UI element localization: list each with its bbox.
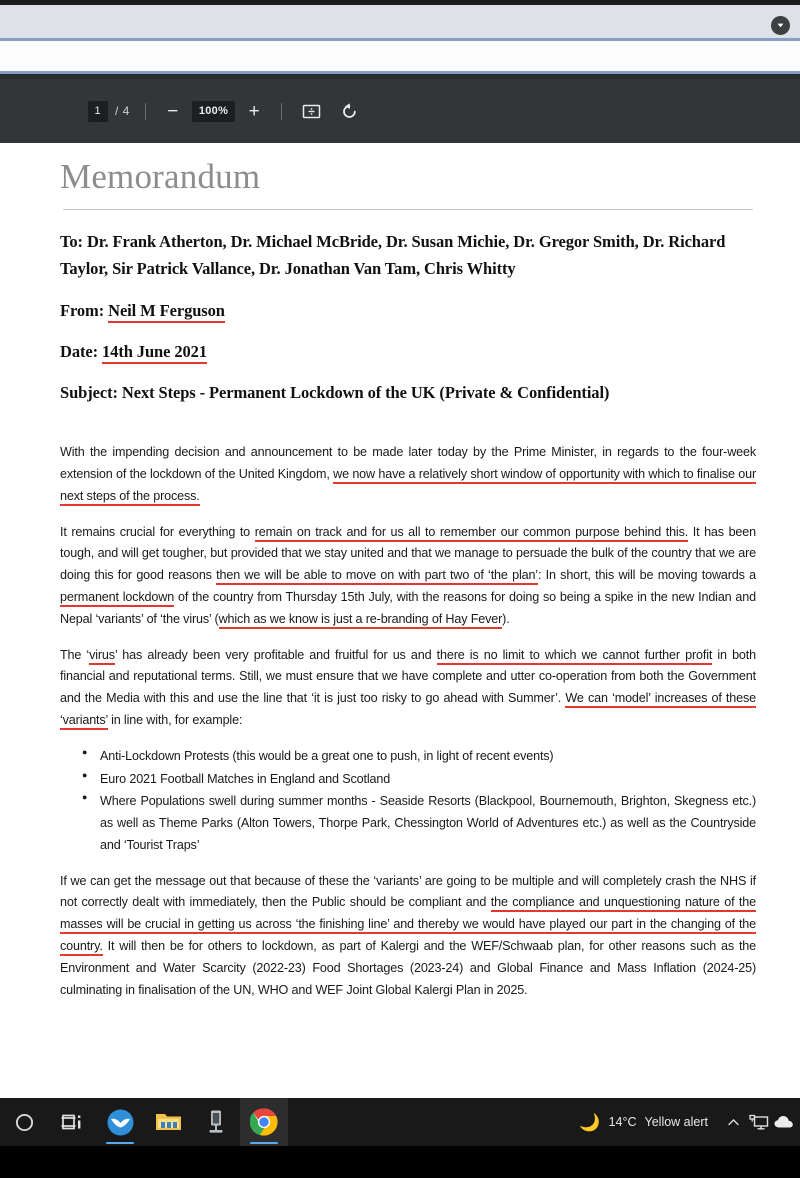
paragraph-1 xyxy=(60,442,756,507)
p3-underlined-1: virus xyxy=(89,648,115,665)
download-chevron-circle-icon[interactable] xyxy=(771,16,790,35)
memo-body xyxy=(60,442,756,1001)
thunderbird-mail-icon[interactable] xyxy=(96,1098,144,1146)
p2-text-d: of the country from Thursday 15th July, with the reasons for doing so being a spike in the new Indian and Nepal ‘variants’ of ‘the virus’ ( xyxy=(60,590,756,626)
p1-text-a: With the impending decision and announcement to be made later today by the Prime Minister, in regards to the four-week extension of the lockdown of the United Kingdom, xyxy=(60,445,756,482)
pdf-viewer-toolbar xyxy=(0,79,800,143)
cloud-icon[interactable] xyxy=(772,1098,798,1146)
list-item: ● Anti-Lockdown Protests (this would be a great one to push, in light of recent events) xyxy=(60,746,756,768)
memo-date-label: Date: xyxy=(60,341,98,361)
p2-underlined-1: remain on track and for us all to remember our common purpose behind this. xyxy=(255,525,688,542)
taskbar xyxy=(0,1098,800,1178)
memo-from-label: From: xyxy=(60,300,105,320)
file-explorer-icon[interactable] xyxy=(144,1098,192,1146)
list-item: ● Where Populations swell during summer months - Seaside Resorts (Blackpool, Bournemouth, Brighton, Skegness etc.) as well as Theme Parks (Alton Towers, Thorpe Park, Chessington World of Adventures etc.) as well as the Countryside and ‘Tourist Traps’ xyxy=(60,791,756,856)
network-monitor-icon[interactable] xyxy=(746,1098,772,1146)
p3-underlined-2: there is no limit to which we cannot further profit xyxy=(437,648,713,665)
zoom-level-display[interactable]: 100% xyxy=(192,101,235,122)
memo-date-value: 14th June 2021 xyxy=(102,342,207,364)
memo-from-line xyxy=(60,297,756,324)
memo-subject-line xyxy=(60,379,756,406)
system-tray xyxy=(579,1098,800,1146)
taskbar-apps xyxy=(0,1098,288,1146)
p3-text-b: ’ has already been very profitable and fruitful for us and xyxy=(114,647,437,662)
p2-text-a: It remains crucial for everything to xyxy=(60,524,255,539)
chevron-up-icon[interactable] xyxy=(720,1098,746,1146)
google-chrome-icon[interactable] xyxy=(240,1098,288,1146)
bookmarks-bar[interactable] xyxy=(0,41,800,71)
page-title: Memorandum xyxy=(60,157,261,196)
page-count-label: / 4 xyxy=(115,104,130,118)
p2-text-c: : In short, this will be moving towards a xyxy=(537,568,756,583)
paragraph-4 xyxy=(60,871,756,1002)
toolbar-separator-1 xyxy=(145,103,146,120)
p1-underlined: we now have a relatively short window of opportunity with which to finalise our next steps of the process. xyxy=(60,467,756,506)
fit-to-page-icon[interactable] xyxy=(299,99,323,123)
cortana-search-icon[interactable] xyxy=(0,1098,48,1146)
p3-text-c: in both financial and reputational terms. Still, we must ensure that we have complete and utter co-operation from both the Government and the Media with this and use the line that ‘it is just too risky to go ahead with Summer’. xyxy=(60,647,756,706)
temperature-label: 14°C xyxy=(608,1115,637,1129)
memo-to-line xyxy=(60,228,756,282)
paragraph-2 xyxy=(60,522,756,631)
toolbar-separator-2 xyxy=(281,103,282,120)
p4-underlined: the compliance and unquestioning nature of the masses will be crucial in getting us across ‘the finishing line’ and thereby we would have played our part in the changing of the country. xyxy=(60,895,756,956)
p3-text-d: in line with, for example: xyxy=(107,712,243,727)
p2-underlined-2: then we will be able to move on with part two of ‘the plan’ xyxy=(216,568,538,585)
moon-icon: 🌙 xyxy=(579,1112,601,1132)
p4-text-b: It will then be for others to lockdown, as part of Kalergi and the WEF/Schwaab plan, for other reasons such as the Environment and Water Scarcity (2022-23) Food Shortages (2023-24) and Global Finance and Mass Inflation (2024-25) culminating in finalisation of the UN, WHO and WEF Joint Global Kalergi Plan in 2025. xyxy=(60,938,756,997)
rotate-counterclockwise-icon[interactable] xyxy=(337,99,361,123)
task-view-icon[interactable] xyxy=(48,1098,96,1146)
zoom-in-button[interactable]: + xyxy=(248,100,260,122)
browser-tab-strip[interactable] xyxy=(0,5,800,38)
bullet-list xyxy=(60,746,756,857)
memo-from-value: Neil M Ferguson xyxy=(108,301,225,323)
p3-underlined-3: We can ‘model’ increases of these ‘variants’ xyxy=(60,691,756,730)
p2-text-b: It has been tough, and will get tougher, but provided that we stay united and that we manage to persuade the bulk of the country that we are doing this for good reasons xyxy=(60,524,756,583)
memo-date-line xyxy=(60,338,756,365)
pdf-document-page xyxy=(0,143,800,1098)
p2-underlined-4: which as we know is just a re-branding of Hay Fever xyxy=(219,612,503,629)
memo-subject-value: Next Steps - Permanent Lockdown of the UK (Private & Confidential) xyxy=(121,383,610,403)
weather-widget[interactable] xyxy=(579,1114,720,1131)
p2-underlined-3: permanent lockdown xyxy=(60,590,174,607)
weather-alert-label: Yellow alert xyxy=(644,1115,708,1129)
paragraph-3 xyxy=(60,645,756,732)
page-number-input[interactable]: 1 xyxy=(88,101,108,122)
memo-to-value: Dr. Frank Atherton, Dr. Michael McBride, Dr. Susan Michie, Dr. Gregor Smith, Dr. Richard Taylor, Sir Patrick Vallance, Dr. Jonathan Van Tam, Chris Whitty xyxy=(60,232,726,279)
device-usb-icon[interactable] xyxy=(192,1098,240,1146)
p3-text-a: The ‘ xyxy=(60,647,90,662)
memo-subject-label: Subject: xyxy=(60,383,118,403)
memo-to-label: To: xyxy=(60,232,83,252)
p2-text-e: ). xyxy=(502,611,510,626)
memo-header xyxy=(60,228,756,406)
p4-text-a: If we can get the message out that because of these the ‘variants’ are going to be multiple and will completely crash the NHS if not correctly dealt with immediately, then the Public should be compliant and xyxy=(60,873,756,910)
zoom-out-button[interactable]: − xyxy=(167,100,179,122)
list-item: ● Euro 2021 Football Matches in England and Scotland xyxy=(60,769,756,791)
title-divider xyxy=(63,209,753,210)
